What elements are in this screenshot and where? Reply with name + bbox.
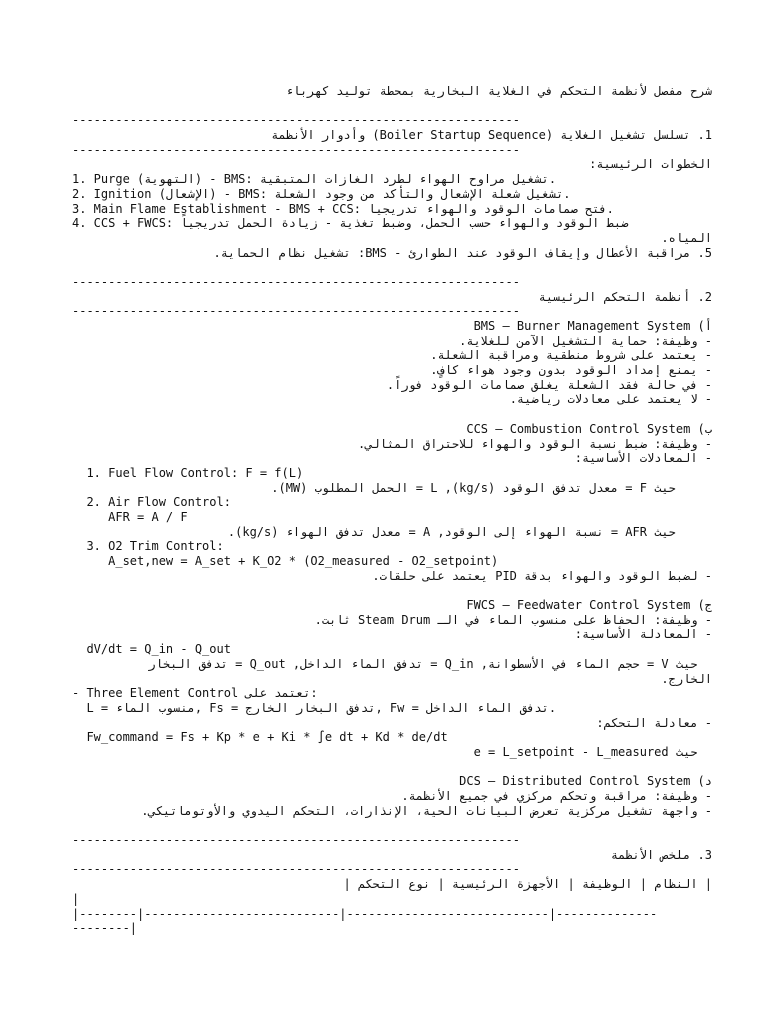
text-line: المياه. xyxy=(661,230,712,245)
text-line: - واجهة تشغيل مركزية تعرض البيانات الحية، الإنذارات، التحكم اليدوي والأوتوماتيكي. xyxy=(141,803,712,818)
text-line: - وظيفة: الحفاظ على منسوب الماء في الـ Steam Drum ثابت. xyxy=(314,612,712,627)
text-line: - لا يعتمد على معادلات رياضية. xyxy=(509,392,712,407)
text-line: 1. Purge (التهوية) - BMS: تشغيل مراوح الهواء لطرد الغازات المتبقية. xyxy=(72,172,557,187)
text-line: - وظيفة: ضبط نسبة الوقود والهواء للاحتراق المثالي. xyxy=(357,436,712,451)
text-line: ج) FWCS – Feedwater Control System xyxy=(466,598,712,613)
text-line: 4. CCS + FWCS: ضبط الوقود والهواء حسب الحمل، وضبط تغذية - زيادة الحمل تدريجياً xyxy=(72,216,629,231)
text-line: -------------------------------------------------------------- xyxy=(72,113,520,128)
text-line: 3. ملخص الأنظمة xyxy=(610,847,712,862)
text-line: - لضبط الوقود والهواء بدقة PID يعتمد على حلقات. xyxy=(372,568,712,583)
text-line: -------------------------------------------------------------- xyxy=(72,833,520,848)
text-line: حيث AFR = نسبة الهواء إلى الوقود, A = معدل تدفق الهواء (kg/s). xyxy=(227,524,712,539)
text-line: - في حالة فقد الشعلة يغلق صمامات الوقود فوراً. xyxy=(386,377,712,392)
text-line: ب) CCS – Combustion Control System xyxy=(466,421,712,436)
text-line: | xyxy=(72,891,80,906)
text-line: 2. Ignition (الإشعال) - BMS: تشغيل شعلة الإشعال والتأكد من وجود الشعلة. xyxy=(72,186,571,201)
text-line: 2. أنظمة التحكم الرئيسية xyxy=(538,289,712,304)
text-line: 1. Fuel Flow Control: F = f(L) xyxy=(72,465,304,480)
text-line: - وظيفة: مراقبة وتحكم مركزي في جميع الأنظمة. xyxy=(401,789,712,803)
text-line: - يمنع إمداد الوقود بدون وجود هواء كافٍ. xyxy=(430,363,712,378)
text-line: شرح مفصل لأنظمة التحكم في الغلاية البخارية بمحطة توليد كهرباء xyxy=(285,84,712,98)
blank-line xyxy=(72,99,712,114)
text-line: - معادلة التحكم: xyxy=(596,715,712,730)
blank-line xyxy=(72,407,712,422)
text-line: 2. Air Flow Control: xyxy=(72,495,231,510)
blank-line xyxy=(72,818,712,833)
text-line: --------| xyxy=(72,921,138,936)
text-line: |--------|---------------------------|----------------------------|-------------- xyxy=(72,906,658,921)
text-line: 3. Main Flame Establishment - BMS + CCS: فتح صمامات الوقود والهواء تدريجيا. xyxy=(72,201,614,216)
blank-line xyxy=(72,260,712,275)
text-line: - وظيفة: حماية التشغيل الآمن للغلاية. xyxy=(459,333,712,348)
text-line: حيث V = حجم الماء في الأسطوانة, Q_in = تدفق الماء الداخل, Q_out = تدفق البخار xyxy=(148,656,712,671)
text-line: -------------------------------------------------------------- xyxy=(72,304,520,319)
text-line: حيث e = L_setpoint - L_measured xyxy=(473,744,712,759)
text-line: AFR = A / F xyxy=(72,509,188,524)
text-line: أ) BMS – Burner Management System xyxy=(473,319,712,333)
blank-line xyxy=(72,760,712,775)
text-line: - المعادلات الأساسية: xyxy=(574,451,712,466)
blank-line xyxy=(72,583,712,598)
text-line: A_set,new = A_set + K_O2 * (O2_measured - O2_setpoint) xyxy=(72,554,499,568)
text-line: -------------------------------------------------------------- xyxy=(72,142,520,157)
text-line: dV/dt = Q_in - Q_out xyxy=(72,642,231,657)
text-line: - المعادلة الأساسية: xyxy=(574,627,712,642)
text-line: 3. O2 Trim Control: xyxy=(72,539,224,554)
text-line: Fw_command = Fs + Kp * e + Ki * ∫e dt + Kd * de/dt xyxy=(72,730,448,745)
text-line: 1. تسلسل تشغيل الغلاية (Boiler Startup Sequence) وأدوار الأنظمة xyxy=(271,128,712,143)
document-text xyxy=(72,84,712,936)
text-line: حيث F = معدل تدفق الوقود (kg/s), L = الحمل المطلوب (MW). xyxy=(271,480,712,495)
text-line: د) DCS – Distributed Control System xyxy=(459,774,712,789)
text-line: الخارج. xyxy=(661,671,712,686)
text-line: - يعتمد على شروط منطقية ومراقبة الشعلة. xyxy=(430,348,712,363)
text-line: L = منسوب الماء, Fs = تدفق البخار الخارج, Fw = تدفق الماء الداخل. xyxy=(72,700,557,715)
text-line: -------------------------------------------------------------- xyxy=(72,862,520,877)
text-line: الخطوات الرئيسية: xyxy=(589,157,712,172)
text-line: 5. مراقبة الأعطال وإيقاف الوقود عند الطوارئ - BMS: تشغيل نظام الحماية. xyxy=(213,245,712,260)
text-line: -------------------------------------------------------------- xyxy=(72,274,520,289)
text-line: - Three Element Control تعتمد على: xyxy=(72,686,318,701)
text-line: | النظام | الوظيفة | الأجهزة الرئيسية | نوع التحكم | xyxy=(343,877,712,892)
